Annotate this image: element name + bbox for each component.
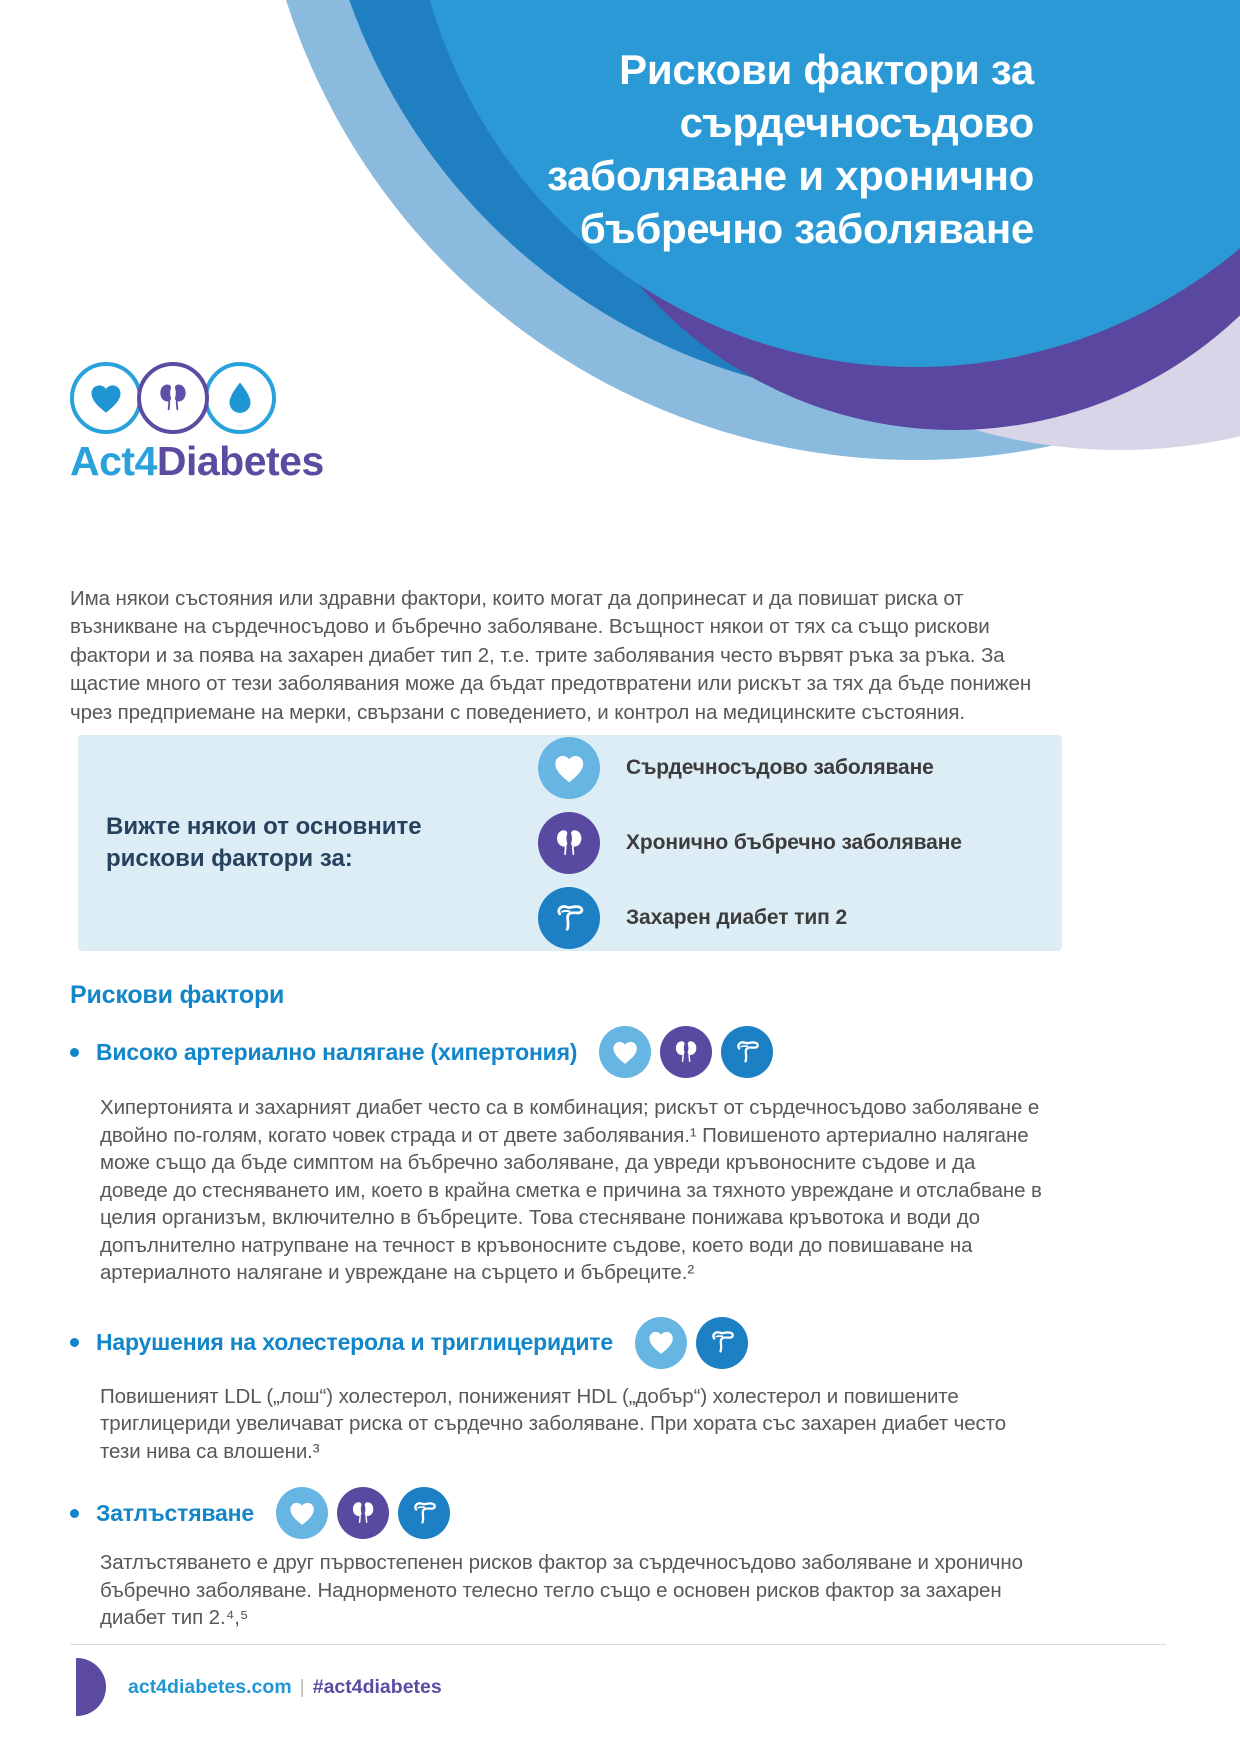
list-item-label: Хронично бъбречно заболяване — [626, 831, 962, 854]
kidneys-icon — [538, 812, 600, 874]
page-title — [547, 44, 1034, 256]
info-box-items — [502, 737, 962, 949]
hashtag-link[interactable]: #act4diabetes — [312, 1676, 442, 1698]
factor-icons — [635, 1317, 748, 1369]
factor-icons — [276, 1487, 450, 1539]
drop-icon — [204, 362, 276, 434]
factor-cholesterol — [70, 1317, 1075, 1369]
footer-divider — [70, 1644, 1166, 1645]
heart-icon — [635, 1317, 687, 1369]
heart-icon — [276, 1487, 328, 1539]
intro-paragraph: Има някои състояния или здравни фактори, които могат да допринесат и да повишат риска от възникване на сърдечносъдово и бъбречно заболяване. Всъщност някои от тях са също рискови фактори и за поява на захарен диабет тип 2, т.е. трите заболявания често вървят ръка за ръка. За щастие много от тези заболявания може да бъдат предотвратени или рискът за тях да бъде понижен чрез предприемане на мерки, свързани с поведението, и контрол на медицинските състояния. — [70, 586, 1032, 724]
factor-title: Нарушения на холестерола и триглицеридите — [96, 1329, 613, 1355]
footer-links — [128, 1676, 442, 1699]
list-item-label: Захарен диабет тип 2 — [626, 906, 848, 929]
factor-title: Високо артериално налягане (хипертония) — [96, 1038, 578, 1065]
section-heading: Рискови фактори — [70, 981, 285, 1009]
factor-body: Повишеният LDL („лош“) холестерол, пониженият HDL („добър“) холестерол и повишените триглицериди увеличават риска от сърдечно заболяване. При хората със захарен диабет често тези нива са влошени.³ — [100, 1384, 1007, 1463]
logo-wordmark-act4: Act4 — [70, 438, 157, 484]
footer-separator: | — [299, 1676, 305, 1698]
factor-body: Хипертонията и захарният диабет често са в комбинация; рискът от сърдечносъдово заболяване е двойно по-голям, когато човек страда и от двете заболявания.¹ Повишеното артериално налягане може също да бъде симптом на бъбречно заболяване, да увреди кръвоносните съдове и да доведе до стесняването им, което в крайна сметка е причина за тяхното увреждане и отслабване в целия организъм, включително в бъбреците. Това стесняване понижава кръвотока и води до допълнително натрупване на течност в кръвоносните съдове, което води до повишаване на артериалното налягане и увреждане на сърцето и бъбреците.² — [100, 1096, 1042, 1284]
bullet-dot — [70, 1048, 79, 1057]
website-link[interactable]: act4diabetes.com — [128, 1676, 292, 1698]
title-line-1: Рискови фактори за — [619, 46, 1034, 93]
pancreas-icon — [538, 887, 600, 949]
list-item-cardiovascular — [538, 737, 962, 799]
title-line-4: бъбречно заболяване — [579, 204, 1034, 252]
title-line-2: сърдечносъдово — [679, 98, 1034, 146]
factor-title: Затлъстяване — [96, 1499, 254, 1526]
list-item-label: Сърдечносъдово заболяване — [626, 756, 934, 779]
heart-icon — [538, 737, 600, 799]
kidneys-icon — [660, 1026, 712, 1078]
pancreas-icon — [398, 1487, 450, 1539]
factor-hypertension — [70, 1026, 1075, 1078]
factor-body: Затлъстяването е друг първостепенен рисков фактор за сърдечносъдово заболяване и хронично бъбречно заболяване. Наднорменото телесно тегло също е основен рисков фактор за захарен диабет тип 2.⁴,⁵ — [100, 1551, 1023, 1629]
logo-icon-row — [70, 362, 324, 434]
info-box-heading: Вижте някои от основните рискови фактори за: — [106, 812, 422, 872]
kidneys-icon — [337, 1487, 389, 1539]
risk-factors-section — [70, 981, 1075, 1632]
factor-obesity — [70, 1487, 1075, 1539]
bullet-dot — [70, 1509, 79, 1518]
factor-icons — [599, 1026, 773, 1078]
logo-wordmark-diabetes: Diabetes — [156, 438, 324, 484]
act4diabetes-logo — [70, 362, 324, 485]
page-footer — [0, 1644, 1240, 1754]
title-line-3: заболяване и хронично — [547, 151, 1034, 199]
pancreas-icon — [721, 1026, 773, 1078]
footer-purple-shape — [76, 1658, 106, 1716]
list-item-diabetes — [538, 887, 962, 949]
kidneys-icon — [137, 362, 209, 434]
heart-icon — [70, 362, 142, 434]
heart-icon — [599, 1026, 651, 1078]
logo-wordmark — [70, 438, 324, 485]
pancreas-icon — [696, 1317, 748, 1369]
risk-factors-info-box — [78, 735, 1062, 951]
list-item-kidney — [538, 812, 962, 874]
bullet-dot — [70, 1338, 79, 1347]
